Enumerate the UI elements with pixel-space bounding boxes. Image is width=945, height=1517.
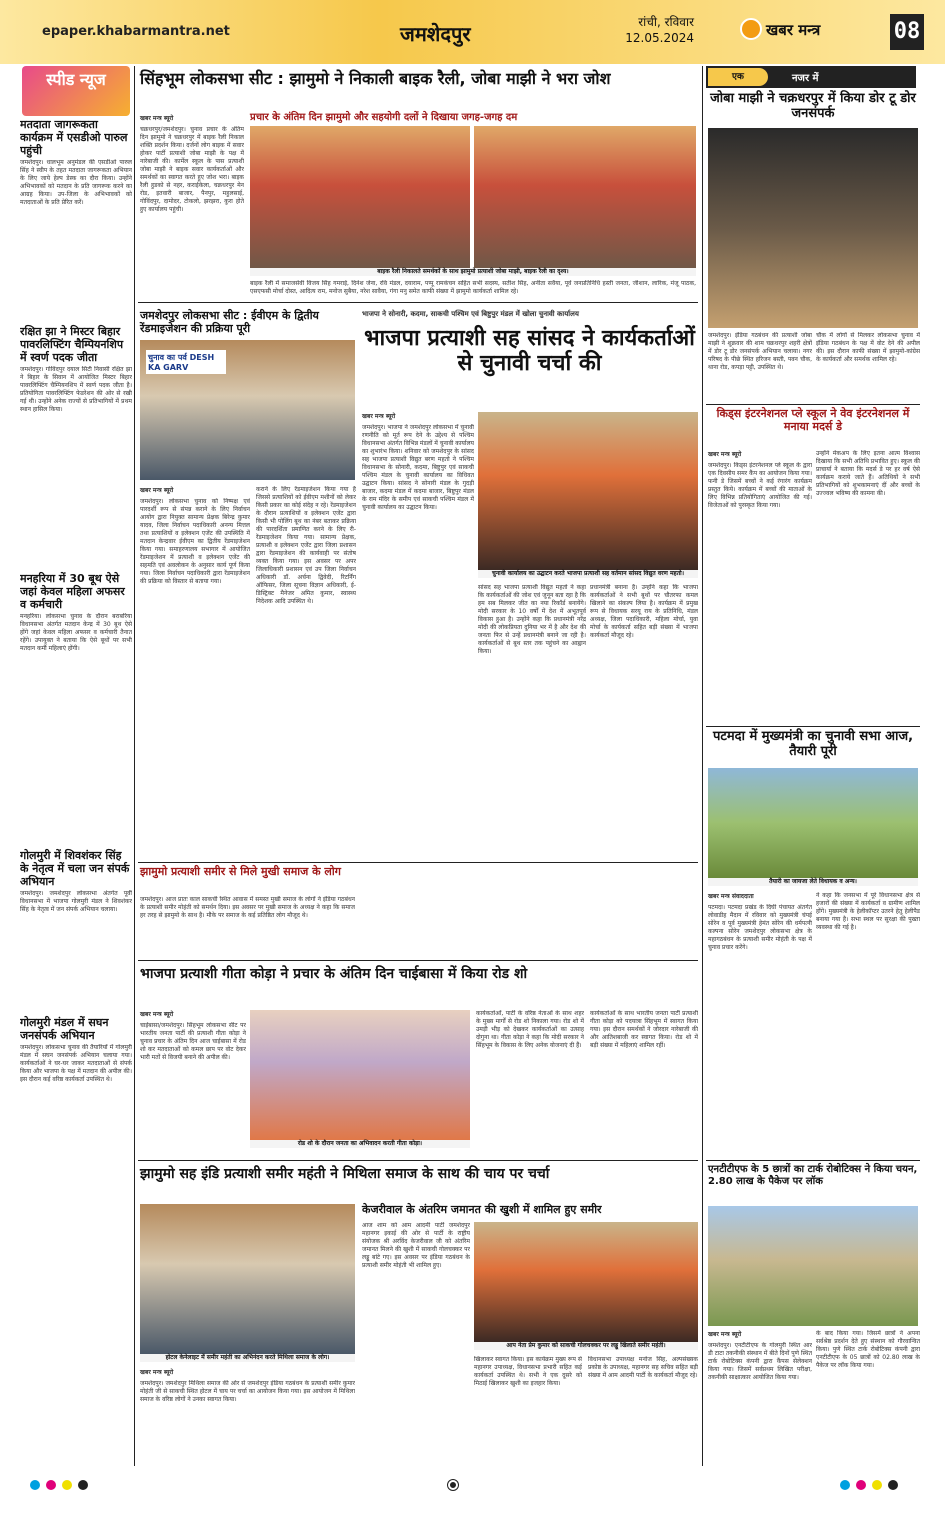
patamda-col-2: ने कहा कि जनसभा में पूरे विधानसभा क्षेत्र से हजारों की संख्या में कार्यकर्ता व ग्रामीण शामिल होंगे। मुख्यमंत्री के हेलीकॉप्टर उतरने हेतु हेलीपैड बनाया गया है। सभा स्थल पर सुरक्षा की पुख्ता व्यवस्था की गई है।: [816, 892, 920, 931]
byline: खबर मन्त्र ब्यूरो: [140, 115, 174, 122]
photo-caption: रोड शो के दौरान जनता का अभिवादन करती गीता कोड़ा।: [250, 1140, 470, 1148]
kids-headline[interactable]: किड्स इंटरनेशनल प्ले स्कूल ने वेव इंटरनेशनल में मनाया मदर्स डे: [716, 407, 910, 433]
evm-story-body: जमशेदपुर। लोकसभा चुनाव को निष्पक्ष एवं पारदर्शी रूप से संपन्न कराने के लिए निर्वाचन आयोग द्वारा नियुक्त सामान्य प्रेक्षक बिरेन्द्र कुमार यादव, जिला निर्वाचन पदाधिकारी अनन्य मित्तल तथा प्रत्याशियों व इलेक्शन एजेंट की उपस्थिति में मतदान केन्द्रवार ईवीएम का द्वितीय रेंडमाइजेशन किया गया। समाहरणालय सभागार में आयोजित रेंडमाइजेशन में प्रत्याशी व इलेक्शन एजेंट की सहमति एवं अवलोकन के अनुसार कार्य पूर्ण किया गया। जिला निर्वाचन पदाधिकारी द्वारा रेंडमाइजेशन की प्रक्रिया को विस्तार से बताया गया।: [140, 498, 250, 585]
side-item-body: मनहरिया। लोकसभा चुनाव के दौरान बराबरिया विधानसभा अंतर्गत मतदान केन्द्र में 30 बूथ ऐसे होंगे जहां केवल महिला अफसर व कर्मचारी तैनात रहेंगे। उपायुक्त ने बताया कि ऐसे बूथों पर सभी मतदान कर्मी महिलाएं होंगी।: [20, 613, 132, 652]
byline: खबर मन्त्र ब्यूरो: [708, 1331, 742, 1338]
edition-date: रांची, रविवार 12.05.2024: [625, 15, 694, 45]
roadshow-body: चाईबासा/जमशेदपुर। सिंहभूम लोकसभा सीट पर भारतीय जनता पार्टी की प्रत्याशी गीता कोड़ा ने चुनाव प्रचार के अंतिम दिन आज चाईबासा में रोड शो कर मतदाताओं को कमल छाप पर वोट देकर भारी मतों से विजयी बनाने की अपील की।: [140, 1022, 246, 1061]
byline: खबर मन्त्र संवाददाता: [708, 893, 754, 900]
photo-caption: होटल केनेलाइट में समीर महंती का अभिनंदन करते मिथिला समाज के लोग।: [140, 1354, 355, 1362]
top-headline[interactable]: सिंहभूम लोकसभा सीट : झामुमो ने निकाली बाइक रैली, जोबा माझी ने भरा जोश: [140, 69, 611, 88]
joba-body: जमशेदपुर। इंडिया गठबंधन की प्रत्याशी जोबा माझी ने शुक्रवार की शाम चक्रधरपुर शहरी क्षेत्रों में डोर टू डोर जनसंपर्क अभियान चलाया। नगर परिषद के पीछे स्थित हरिजन बस्ती, पवन चौक, थाना रोड, कपड़ा पट्टी, उपस्थित थे।: [708, 332, 812, 371]
ek-nazar-title: नजर में: [792, 73, 819, 84]
edition-city: जमशेदपुर: [400, 22, 471, 46]
bjp-col-2: सांसद सह भाजपा प्रत्याशी विद्युत महतो ने कहा कि कार्यकर्ताओं की जोश एवं जुनून बता रहा है कि हम सब मिलकर जीत का नया रिकॉर्ड बनायेंगे। मोदी सरकार के 10 वर्षों में देश में अभूतपूर्व विकास हुआ है। उन्होंने कहा कि प्रधानमंत्री नरेंद्र मोदी की लोकप्रियता दुनिया भर में है और देश की जनता फिर से उन्हें प्रधानमंत्री बनाने जा रही है। कार्यकर्ताओं से बूथ स्तर तक पहुंचने का आह्वान किया।: [478, 584, 586, 655]
strip-caption: बाइक रैली में समाजसेवी विजय सिंह गमराई, दिनेश जेना, रवि मंडल, दयाराम, पप्पू रामकंचन सहित सभी सदस्य, सतीश सिंह, अनीता सवैया, पूर्व जनप्रतिनिधि हस्ती जनता, जीशान, लारिक, मंजू पाठक, एसएफसी मोर्चा दोस्त, आदित्य राम, मनोज सुबैया, नरेश सावैया, गंगा मनु समेत काफी संख्या में झामुमो कार्यकर्ता शामिल रहे।: [250, 280, 696, 295]
photo-caption: बाइक रैली निकालते समर्थकों के साथ झामुमो प्रत्याशी जोबा माझी, बाइक रैली का दृश्य।: [250, 268, 696, 276]
screen-banner: चुनाव का पर्व DESH KA GARV: [146, 350, 226, 374]
joba-headline[interactable]: जोबा माझी ने चक्रधरपुर में किया डोर टू डोर जनसंपर्क: [710, 91, 916, 121]
jmm-meet-body: जमशेदपुर। आज प्रातः काल साकची स्थित आवास में समस्त मुखी समाज के लोगों ने इंडिया गठबंधन के प्रत्याशी समीर मोहंती को समर्थन दिया। इस अवसर पर मुखी समाज के अध्यक्ष ने कहा कि समाज हर तरह से झामुमो के साथ है। मौके पर समाज के कई प्रतिष्ठित लोग मौजूद थे।: [140, 896, 355, 919]
photo-caption: आप नेता प्रेम कुमार को साकची गोलचक्कर पर लड्डू खिलाते समीर महंती।: [474, 1342, 698, 1350]
nttf-body: जमशेदपुर। एनटीटीएफ के गोलमुरी स्थित आर डी टाटा तकनीकी संस्थान में बीते दिनों पुणे स्थित टार्क रोबोटिक्स कंपनी द्वारा कैंपस सेलेक्शन किया गया। जिसमें सर्वप्रथम लिखित परीक्षा, तकनीकी साक्षात्कार आयोजित किया गया।: [708, 1342, 812, 1381]
sidebar-speed-news: [20, 118, 132, 1468]
side-item-body: जमशेदपुर। लोकसभा चुनाव की तैयारियों में गोलमुरी मंडल में सघन जनसंपर्क अभियान चलाया गया। कार्यकर्ताओं ने घर-घर जाकर मतदाताओं से संपर्क किया और भाजपा के पक्ष में मतदान की अपील की। इस दौरान कई वरिष्ठ कार्यकर्ता उपस्थित थे।: [20, 1044, 132, 1083]
byline: खबर मन्त्र ब्यूरो: [140, 1369, 174, 1376]
kids-col-2: उन्होंने मेकअप के लिए इतना आत्म विश्वास दिखाया कि सभी अतिथि प्रभावित हुए। स्कूल की प्राचार्या ने बताया कि मदर्स डे पर हर वर्ष ऐसे कार्यक्रम कराये जाते हैं। अतिथियों ने सभी प्रतिभागियों को शुभकामनाएं दीं और बच्चों के उज्ज्वल भविष्य की कामना की।: [816, 450, 920, 497]
byline: खबर मन्त्र ब्यूरो: [362, 413, 396, 420]
bjp-col-1: जमशेदपुर। भाजपा ने जमशेदपुर लोकसभा में चुनावी रणनीति को मूर्त रूप देने के उद्देश्य से पश्चिम विधानसभा अंतर्गत विभिन्न मंडलों में चुनावी कार्यालय का शुभारंभ किया। शनिवार को जमशेदपुर के सांसद सह भाजपा प्रत्याशी विद्युत बरण महतो ने पश्चिम विधानसभा के सोनारी, कदमा, बिष्टुपुर एवं साकची पश्चिम मंडल के चुनावी कार्यालय का विधिवत उद्घाटन किया। सांसद ने सोनारी मंडल के गुदड़ी बाजार, कदमा मंडल में कदमा बाजार, बिष्टुपुर मंडल के राम मंदिर के समीप एवं साकची पश्चिम मंडल में चुनावी कार्यालय का उद्घाटन किया।: [362, 424, 474, 511]
registration-mark-icon: [448, 1480, 458, 1490]
evm-meeting-photo: [140, 340, 355, 480]
bjp-office-photo: [478, 412, 698, 570]
byline: खबर मन्त्र ब्यूरो: [140, 1011, 174, 1018]
side-item-body: जमशेदपुर। गोविंदपुर दयाल सिटी निवासी रक्षित झा ने बिहार के सिवान में आयोजित मिस्टर बिहार पावरलिफ्टिंग चैम्पियनशिप में स्वर्ण पदक जीता है। प्रतियोगिता पावरलिफ्टिंग फेडरेशन की ओर से रखी गई थी। उन्होंने अनेक राज्यों से प्रतिभागियों में प्रथम स्थान हासिल किया।: [20, 366, 132, 413]
patamda-photo: [708, 768, 918, 878]
brand-logo-icon: [740, 18, 762, 40]
speed-news-badge: स्पीड न्यूज: [22, 66, 130, 116]
evm-story-body-2: कराने के लिए रेंडमाइजेशन किया गया है जिससे प्रत्याशियों को ईवीएम मशीनों को लेकर किसी प्रकार का कोई संदेह न रहे। रेंडमाइजेशन के दौरान प्रत्याशियों व इलेक्शन एजेंट द्वारा किसी भी पोलिंग बूथ का नंबर बताकर प्रक्रिया की पारदर्शिता प्रमाणित करने के लिए री-रेंडमाइजेशन किया गया। सामान्य प्रेक्षक, प्रत्याशी व इलेक्शन एजेंट द्वारा जिला प्रशासन द्वारा रेंडमाइजेशन की कार्यवाही पर संतोष व्यक्त किया गया। इस अवसर पर अपर जिलाधिकारी प्रशासन एवं उप जिला निर्वाचन अधिकारी डॉ. अर्चना द्विवेदी, रिटर्निंग ऑफिसर, जिला सूचना विज्ञान अधिकारी, ई-डिस्ट्रिक्ट मैनेजर अमित कुमार, स्वास्थ्य निदेशक आदि उपस्थित थे।: [256, 486, 356, 605]
joba-door-to-door-photo: [708, 128, 918, 328]
page-number: 08: [890, 14, 924, 50]
bike-rally-photo-2: [474, 126, 696, 274]
kids-body: जमशेदपुर। किड्स इंटरनेशनल प्ले स्कूल के द्वारा एक दिवसीय समर कैंप का आयोजन किया गया। फनी डे जिसमें बच्चों ने कई रंगारंग कार्यक्रम प्रस्तुत किये। कार्यक्रम में बच्चों की माताओं के लिए विभिन्न प्रतियोगिताएं आयोजित की गई। विजेताओं को पुरस्कृत किया गया।: [708, 462, 812, 509]
kejriwal-col-3: विधानसभा उपाध्यक्ष मनोज सिंह, अल्पसंख्यक प्रकोष्ठ के उपाध्यक्ष, महानगर सह सचिव सहित बड़ी संख्या में आम आदमी पार्टी के कार्यकर्ता मौजूद रहे।: [588, 1356, 698, 1379]
byline: खबर मन्त्र ब्यूरो: [140, 487, 174, 494]
ek-nazar-tag: एक: [708, 68, 768, 86]
roadshow-headline[interactable]: भाजपा प्रत्याशी गीता कोड़ा ने प्रचार के अंतिम दिन चाईबासा में किया रोड शो: [140, 966, 528, 982]
patamda-body: पटमदा। पटमदा प्रखंड के दिघी पंचायत अंतर्गत लोवाडीह मैदान में रविवार को मुख्यमंत्री चंपई सोरेन व पूर्व मुख्यमंत्री हेमंत सोरेन की धर्मपत्नी कल्पना सोरेन जमशेदपुर लोकसभा क्षेत्र के महागठबंधन के प्रत्याशी समीर मोहंती के पक्ष में चुनाव प्रचार करेंगे।: [708, 904, 812, 951]
roadshow-col-2: कार्यकर्ताओं, पार्टी के वरिष्ठ नेताओं के साथ शहर के मुख्य मार्गों से रोड शो निकाला गया। रोड शो में उमड़ी भीड़ को देखकर कार्यकर्ताओं का उत्साह दोगुना था। गीता कोड़ा ने कहा कि मोदी सरकार ने सिंहभूम के विकास के लिए अनेक योजनाएं दी हैं।: [476, 1010, 584, 1049]
top-subhead: प्रचार के अंतिम दिन झामुमो और सहयोगी दलों ने दिखाया जगह-जगह दम: [250, 112, 518, 123]
side-item-title: गोलमुरी में शिवशंकर सिंह के नेतृत्व में चला जन संपर्क अभियान: [20, 849, 130, 888]
nttf-headline[interactable]: एनटीटीएफ के 5 छात्रों का टार्क रोबोटिक्स ने किया चयन, 2.80 लाख के पैकेज पर लॉक: [708, 1164, 918, 1187]
side-item-title: मनहरिया में 30 बूथ ऐसे जहां केवल महिला अफसर व कर्मचारी: [20, 572, 125, 611]
roadshow-col-3: कार्यकर्ताओं के साथ भारतीय जनता पार्टी प्रत्याशी गीता कोड़ा को पदयात्रा सिंहभूम में स्वागत किया गया। इस दौरान समर्थकों ने जोरदार नारेबाजी की और आतिशबाजी कर स्वागत किया। रोड शो में बड़ी संख्या में महिलाएं शामिल रहीं।: [590, 1010, 698, 1049]
side-item-title: मतदाता जागरूकता कार्यक्रम में एसडीओ पारुल पहुंची: [20, 118, 128, 157]
top-story-body: चक्रधरपुर/जमशेदपुर। चुनाव प्रचार के अंतिम दिन झामुमो ने चक्रधरपुर में बाइक रैली निकाल शक्ति प्रदर्शन किया। दर्जनों लोग बाइक में सवार होकर पार्टी प्रत्याशी जोबा माझी के पक्ष में नारेबाजी की। कार्मेल स्कूल के पास प्रत्याशी जोबा माझी ने बाइक सवार कार्यकर्ताओं और समर्थकों का स्वागत करते हुए जोश भरा। बाइक रैली हुडको से नहर, कराईकेला, चक्रधरपुर मेन रोड, इतवारी बाजार, पैनपुर, महुलसाई, गोविंदपुर, दामोदर, टोकलो, झरझरा, कुरा होते हुए कार्यालय पहुंची।: [140, 126, 244, 213]
bjp-kicker: भाजपा ने सोनारी, कदमा, साकची पश्चिम एवं बिष्टुपुर मंडल में खोला चुनावी कार्यालय: [362, 310, 579, 318]
samir-mithila-photo: [140, 1204, 355, 1354]
bike-rally-photo-1: [250, 126, 470, 274]
joba-col-2: चौक में लोगों से मिलकर लोकसभा चुनाव में इंडिया गठबंधन के पक्ष में वोट देने की अपील की। इस दौरान काफी संख्या में झामुमो-कांग्रेस के कार्यकर्ता और समर्थक शामिल रहे।: [816, 332, 920, 363]
side-item-body: जमशेदपुर। जमशेदपुर लोकसभा अंतर्गत पूर्वी विधानसभा में भाजपा गोलमुरी मंडल ने शिवशंकर सिंह के नेतृत्व में जन संपर्क अभियान चलाया।: [20, 890, 132, 913]
side-item-body: जमशेदपुर। धालभूम अनुमंडल की एसडीओ पारुल सिंह ने स्वीप के तहत मतदाता जागरूकता अभियान के लिए जाये हेल्प डेस्क का दौरा किया। उन्होंने अभिभावकों को मतदान के प्रति जागरूक करने का आग्रह किया। उप-जिला के अभिभावकों को मतदाताओं के प्रति प्रेरित करें।: [20, 159, 132, 206]
samir-body: जमशेदपुर। जमशेदपुर मिथिला समाज की ओर से जमशेदपुर इंडिया गठबंधन के प्रत्याशी समीर कुमार मोहंती जी से साकची स्थित होटल में चाय पर चर्चा का आयोजन किया गया। इस आयोजन में मिथिला समाज के वरिष्ठ लोगों ने उनका स्वागत किया।: [140, 1380, 355, 1403]
nttf-col-2: के बाद किया गया। जिसमें छात्रों ने अपना सर्वश्रेष्ठ प्रदर्शन देते हुए संस्थान को गौरवान्वित किया। पुणे स्थित टार्क रोबोटिक्स कंपनी द्वारा एनटीटीएफ के 05 छात्रों को 02.80 लाख के पैकेज पर लॉक किया गया।: [816, 1330, 920, 1369]
byline: खबर मन्त्र ब्यूरो: [708, 451, 742, 458]
bjp-headline[interactable]: भाजपा प्रत्याशी सह सांसद ने कार्यकर्ताओं से चुनावी चर्चा की: [364, 326, 695, 377]
site-url[interactable]: epaper.khabarmantra.net: [42, 24, 230, 39]
evm-headline[interactable]: जमशेदपुर लोकसभा सीट : ईवीएम के द्वितीय रेंडमाइजेशन की प्रक्रिया पूरी: [140, 309, 319, 335]
roadshow-photo: [250, 1010, 470, 1140]
side-item-title: गोलमुरी मंडल में सघन जनसंपर्क अभियान: [20, 1016, 109, 1042]
patamda-headline[interactable]: पटमदा में मुख्यमंत्री का चुनावी सभा आज, तैयारी पूरी: [712, 729, 914, 759]
side-item-title: रक्षित झा ने मिस्टर बिहार पावरलिफ्टिंग चैम्पियनशिप में स्वर्ण पदक जीता: [20, 325, 124, 364]
kejriwal-headline[interactable]: केजरीवाल के अंतरिम जमानत की खुशी में शामिल हुए समीर: [362, 1203, 602, 1216]
brand-name: खबर मन्त्र: [766, 21, 821, 39]
kejriwal-body: आज शाम को आम आदमी पार्टी जमशेदपुर महानगर इकाई की ओर से पार्टी के राष्ट्रीय संयोजक श्री अरविंद केजरीवाल जी को अंतरिम जमानत मिलने की खुशी में साकची गोलचक्कर पर लड्डू बांटे गए। इस अवसर पर इंडिया गठबंधन के प्रत्याशी समीर मोहंती भी शामिल हुए।: [362, 1222, 470, 1269]
kejriwal-col-2: खिलाकर स्वागत किया। इस कार्यक्रम मुख्य रूप से महानगर उपाध्यक्ष, विधानसभा प्रभारी सहित कई कार्यकर्ता उपस्थित थे। सभी ने एक दूसरे को मिठाई खिलाकर खुशी का इजहार किया।: [474, 1356, 582, 1387]
bjp-col-3: प्रधानमंत्री बनाना है। उन्होंने कहा कि भाजपा कार्यकर्ताओं ने सभी बूथों पर चौतरफा कमल खिलाने का संकल्प लिया है। कार्यक्रम में प्रमुख रूप से विधायक सरयू राय के प्रतिनिधि, मंडल अध्यक्ष, जिला पदाधिकारी, महिला मोर्चा, युवा मोर्चा के कार्यकर्ता सहित बड़ी संख्या में भाजपा कार्यकर्ता मौजूद रहे।: [590, 584, 698, 639]
photo-caption: तैयारी का जायजा लेते विधायक व अन्य।: [708, 878, 918, 886]
photo-caption: चुनावी कार्यालय का उद्घाटन करते भाजपा प्रत्याशी सह वर्तमान सांसद विद्युत वरण महतो।: [478, 570, 698, 578]
kejriwal-photo: [474, 1222, 698, 1342]
jmm-meet-headline[interactable]: झामुमो प्रत्याशी समीर से मिले मुखी समाज के लोग: [140, 865, 341, 878]
nttf-campus-photo: [708, 1206, 918, 1326]
samir-headline[interactable]: झामुमो सह इंडि प्रत्याशी समीर महंती ने मिथिला समाज के साथ की चाय पर चर्चा: [140, 1166, 550, 1182]
